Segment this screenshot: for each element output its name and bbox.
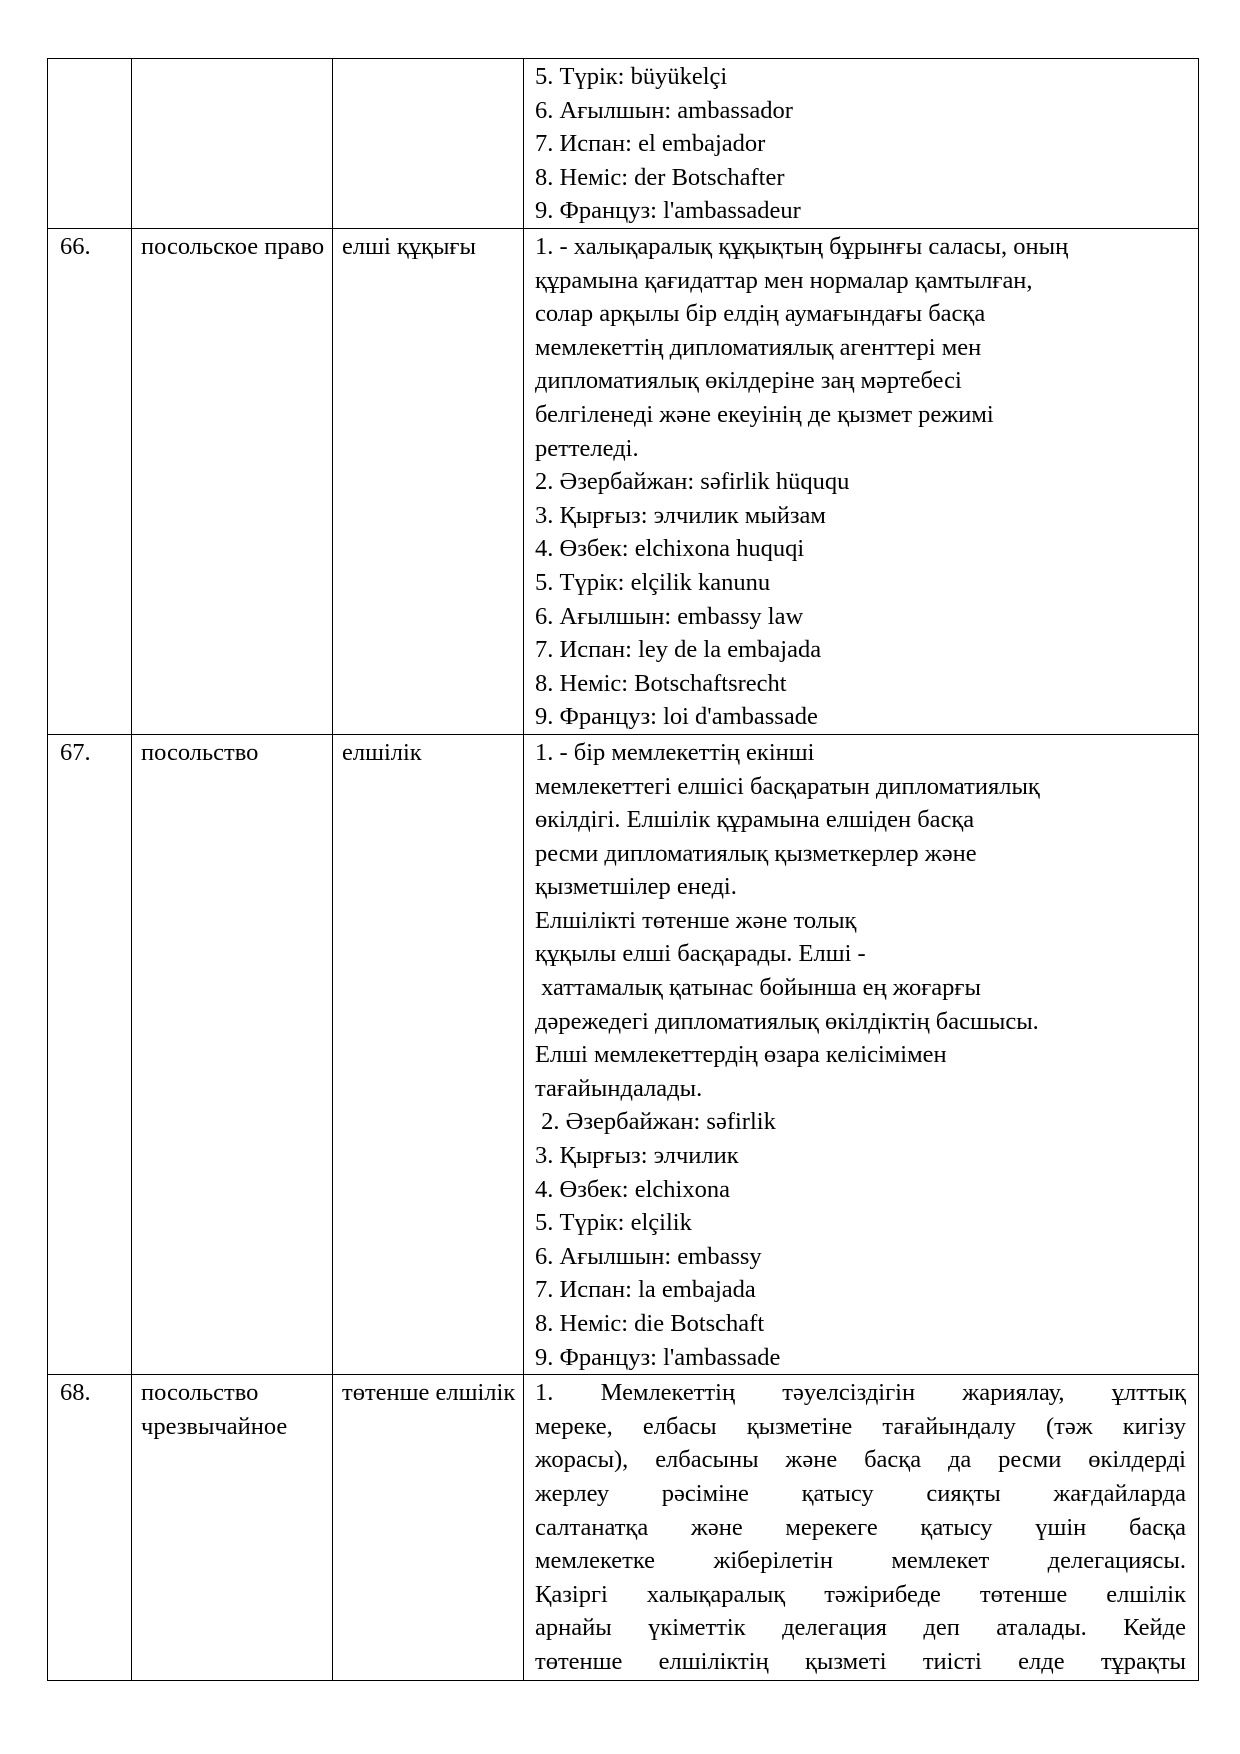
kazakh-term: елші құқығы bbox=[333, 229, 524, 735]
definition-line: дипломатиялық өкілдеріне заң мәртебесі bbox=[535, 367, 962, 395]
definition-line: құқылы елші басқарады. Елші - bbox=[535, 940, 866, 968]
table-row bbox=[48, 229, 1199, 735]
definition-line: 1. - бір мемлекеттің екінші bbox=[535, 738, 815, 766]
table-row bbox=[48, 734, 1199, 1374]
definition-line: 3. Қырғыз: элчилик мыйзам bbox=[535, 501, 826, 529]
definition-line: құрамына қағидаттар мен нормалар қамтылған, bbox=[535, 266, 1033, 294]
definition-line: 1. Мемлекеттің тәуелсіздігін жариялау, ұлттық bbox=[535, 1379, 1186, 1407]
definition-cell bbox=[524, 59, 1199, 229]
definition-line: 6. Ағылшын: embassy bbox=[535, 1242, 762, 1270]
definition-line: 3. Қырғыз: элчилик bbox=[535, 1142, 739, 1170]
definition-line: 9. Француз: l'ambassade bbox=[535, 1343, 781, 1371]
definition-line: мереке, елбасы қызметіне тағайындалу (тәж кигізу bbox=[535, 1412, 1186, 1440]
glossary-table bbox=[47, 58, 1199, 1681]
table-row bbox=[48, 59, 1199, 229]
entry-number: 66. bbox=[48, 229, 132, 735]
definition-line: 8. Неміс: der Botschafter bbox=[535, 163, 785, 191]
definition-line: 5. Түрік: elçilik bbox=[535, 1209, 692, 1237]
definition-line: 7. Испан: el embajador bbox=[535, 130, 766, 158]
definition-cell bbox=[524, 734, 1199, 1374]
definition-line: қызметшілер енеді. bbox=[535, 873, 737, 901]
kazakh-term: елшілік bbox=[333, 734, 524, 1374]
definition-line: 4. Өзбек: elchixona huquqi bbox=[535, 535, 805, 563]
definition-line: салтанатқа және мерекеге қатысу үшін басқа bbox=[535, 1513, 1186, 1541]
definition-cell bbox=[524, 229, 1199, 735]
definition-line: 8. Неміс: die Botschaft bbox=[535, 1310, 765, 1337]
definition-line: 2. Әзербайжан: səfirlik bbox=[535, 1108, 776, 1136]
definition-line: арнайы үкіметтік делегация деп аталады. Кейде bbox=[535, 1614, 1186, 1642]
definition-line: өкілдігі. Елшілік құрамына елшіден басқа bbox=[535, 806, 975, 834]
definition-line: белгіленеді және екеуінің де қызмет режимі bbox=[535, 400, 994, 428]
definition-line: 6. Ағылшын: embassy law bbox=[535, 602, 804, 630]
definition-line: 9. Француз: loi d'ambassade bbox=[535, 703, 818, 731]
definition-line: 9. Француз: l'ambassadeur bbox=[535, 197, 801, 225]
definition-line: тағайындалады. bbox=[535, 1074, 703, 1102]
entry-number: 68. bbox=[48, 1375, 132, 1681]
definition-line: мемлекетке жіберілетін мемлекет делегациясы. bbox=[535, 1547, 1186, 1575]
russian-term bbox=[132, 59, 333, 229]
definition-line: мемлекеттегі елшісі басқаратын дипломатиялық bbox=[535, 772, 1040, 800]
definition-line: Елші мемлекеттердің өзара келісімімен bbox=[535, 1041, 947, 1069]
definition-line: 2. Әзербайжан: səfirlik hüququ bbox=[535, 468, 850, 496]
definition-line: мемлекеттің дипломатиялық агенттері мен bbox=[535, 333, 982, 361]
definition-line: хаттамалық қатынас бойынша ең жоғарғы bbox=[535, 974, 981, 1002]
definition-line: ресми дипломатиялық қызметкерлер және bbox=[535, 839, 977, 867]
russian-term: посольское право bbox=[132, 229, 333, 735]
table-row bbox=[48, 1375, 1199, 1681]
definition-line: жерлеу рәсіміне қатысу сияқты жағдайларда bbox=[535, 1479, 1186, 1507]
entry-number: 67. bbox=[48, 734, 132, 1374]
definition-line: 8. Неміс: Botschaftsrecht bbox=[535, 669, 787, 697]
definition-line: жорасы), елбасыны және басқа да ресми өкілдерді bbox=[535, 1446, 1186, 1474]
definition-line: 1. - халықаралық құқықтың бұрынғы саласы, оның bbox=[535, 233, 1069, 260]
definition-line: Елшілікті төтенше және толық bbox=[535, 906, 857, 934]
definition-cell bbox=[524, 1375, 1199, 1681]
definition-line: 6. Ағылшын: ambassador bbox=[535, 96, 793, 124]
entry-number bbox=[48, 59, 132, 229]
kazakh-term bbox=[333, 59, 524, 229]
definition-line: 7. Испан: ley de la embajada bbox=[535, 636, 822, 664]
definition-line: төтенше елшіліктің қызметі тиісті елде тұрақты bbox=[535, 1647, 1186, 1675]
definition-line: дәрежедегі дипломатиялық өкілдіктің басшысы. bbox=[535, 1007, 1039, 1035]
definition-line: реттеледі. bbox=[535, 434, 639, 462]
russian-term: посольство чрезвычайное bbox=[132, 1375, 333, 1681]
definition-line: 7. Испан: la embajada bbox=[535, 1276, 756, 1304]
definition-line: 4. Өзбек: elchixona bbox=[535, 1175, 730, 1203]
definition-line: 5. Түрік: elçilik kanunu bbox=[535, 568, 771, 596]
kazakh-term: төтенше елшілік bbox=[333, 1375, 524, 1681]
russian-term: посольство bbox=[132, 734, 333, 1374]
definition-line: 5. Түрік: büyükelçi bbox=[535, 63, 728, 90]
definition-line: Қазіргі халықаралық тәжірибеде төтенше елшілік bbox=[535, 1580, 1186, 1608]
definition-line: солар арқылы бір елдің аумағындағы басқа bbox=[535, 300, 986, 328]
